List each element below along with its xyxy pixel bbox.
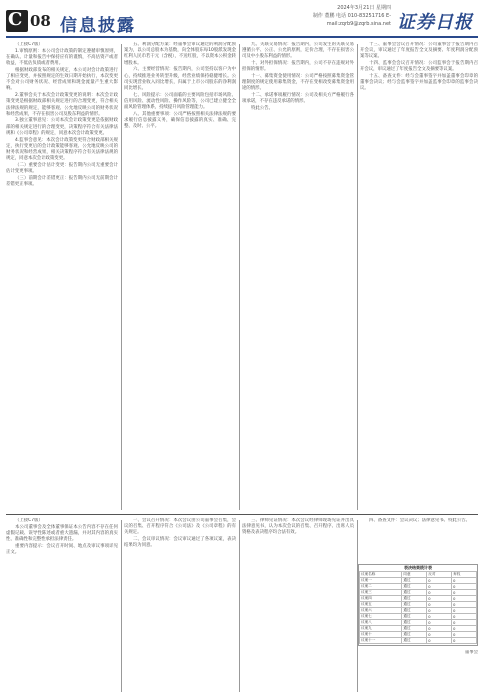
table-cell: 0 [427, 620, 452, 626]
paragraph: 二、会议审议情况：会议审议通过了各项议案，表决结果均为同意。 [124, 537, 236, 549]
paragraph: 2.董事会关于本次会计政策变更的说明：本次会计政策变更是根据财政部相关规定进行的合理变更，符合相关法律法规的规定，能够客观、公允地反映公司的财务状况和经营成果，不存在损害公司及股东利益的情形。 [6, 93, 118, 117]
paragraph: 根据财政部发布的相关规定，本公司对会计政策进行了相应变更，并按照规定的生效日期开始执行，本次变更不会对公司财务状况、经营成果和现金流量产生重大影响。 [6, 67, 118, 92]
paragraph: （上接C7版） [15, 518, 43, 523]
paragraph: 十二、承诺事项履行情况：公司及相关方严格履行各项承诺，不存在违反承诺的情形。 [242, 93, 354, 105]
table-cell: 0 [427, 614, 452, 620]
table-cell: 0 [452, 638, 477, 644]
table-cell: 0 [452, 590, 477, 596]
table-cell: 议案八 [360, 620, 402, 626]
column-rule [121, 520, 122, 692]
table-cell: 议案六 [360, 608, 402, 614]
paragraph: 七、风险提示：公司面临的主要风险包括市场风险、信用风险、流动性风险、操作风险等，公司已建立健全全面风险管理体系，持续提升风险管理能力。 [124, 92, 236, 111]
section-title: 信息披露 [60, 16, 136, 36]
vote-table-title: 表决结果统计表 [404, 565, 432, 570]
table-cell: 0 [427, 632, 452, 638]
table-cell: 通过 [402, 620, 427, 626]
paragraph: 六、主要经营情况：报告期内，公司坚持以客户为中心，持续推进业务转型升级，经营业绩保持稳健增长。公司实现营业收入同比增长，归属于上市公司股东的净利润同比增长。 [124, 67, 236, 91]
bottom-column-3 [242, 518, 354, 694]
table-cell: 通过 [402, 602, 427, 608]
paragraph: 四、备查文件：会议决议；法律意见书。特此公告。 [369, 518, 470, 523]
paragraph: （三）前期会计差错更正：报告期内公司无前期会计差错更正事项。 [6, 175, 118, 187]
table-cell: 0 [427, 602, 452, 608]
page-header [0, 0, 484, 40]
bottom-column-1 [6, 518, 118, 694]
table-cell: 0 [452, 602, 477, 608]
paragraph: 十四、监事会会议召开情况：公司监事会于报告期内召开会议，审议通过了年度报告全文及摘要等议案。 [360, 61, 478, 73]
table-cell: 0 [452, 596, 477, 602]
header-meta [287, 4, 391, 28]
table-cell: 议案十 [360, 632, 402, 638]
page-letter: C [8, 9, 23, 30]
table-cell: 0 [427, 590, 452, 596]
table-cell: 0 [427, 596, 452, 602]
table-cell: 0 [427, 626, 452, 632]
column-rule [239, 520, 240, 692]
table-cell: 0 [427, 578, 452, 584]
paragraph: 五、利润分配方案：经董事会审议通过的利润分配预案为，以公司总股本为基数，向全体股东每10股派发现金红利人民币若干元（含税），不送红股，不以资本公积金转增股本。 [124, 42, 236, 66]
table-cell: 议案四 [360, 596, 402, 602]
table-cell: 议案二 [360, 584, 402, 590]
table-cell: 通过 [402, 578, 427, 584]
article-separator [6, 514, 478, 515]
table-cell: 0 [452, 632, 477, 638]
table-cell: 议案九 [360, 626, 402, 632]
table-cell: 同意 [402, 572, 427, 578]
table-cell: 通过 [402, 632, 427, 638]
table-cell: 通过 [402, 638, 427, 644]
top-column-1 [6, 42, 118, 510]
header-rule [6, 36, 478, 38]
table-cell: 通过 [402, 590, 427, 596]
table-cell: 通过 [402, 596, 427, 602]
table-cell: 0 [452, 626, 477, 632]
vote-table [358, 564, 478, 646]
bottom-column-2 [124, 518, 236, 694]
paragraph: 三、律师见证情况：本次会议经律师现场见证并出具法律意见书，认为本次会议的召集、召开程序、出席人员资格及表决程序均合法有效。 [242, 518, 354, 536]
table-cell: 0 [427, 608, 452, 614]
paragraph: （二）重要会计估计变更：报告期内公司无重要会计估计变更事项。 [6, 162, 118, 175]
paragraph: 九、关联交易情况：报告期内，公司发生的关联交易遵循公平、公正、公允的原则，定价合理，不存在损害公司及中小股东利益的情形。 [242, 42, 354, 60]
table-cell: 议案一 [360, 578, 402, 584]
table-cell: 通过 [402, 614, 427, 620]
column-rule [357, 44, 358, 510]
page-number: 08 [30, 12, 51, 30]
header-contact: 制作 董鹏 电话 010-83251716 E-mail:zqrb9@zqrb.sina.net [312, 13, 391, 27]
top-column-4 [360, 42, 478, 510]
paragraph: 特此公告。 [251, 106, 273, 112]
top-column-2 [124, 42, 236, 510]
table-cell: 0 [452, 578, 477, 584]
paragraph: 十一、募集资金使用情况：公司严格按照募集资金管理制度的规定使用募集资金，不存在变相改变募集资金用途的情形。 [242, 74, 354, 92]
table-cell: 议案名称 [360, 572, 402, 578]
table-cell: 0 [427, 638, 452, 644]
table-cell: 议案七 [360, 614, 402, 620]
paragraph: 一、会议召开情况：本次会议由公司董事会召集，会议的召集、召开程序符合《公司法》及《公司章程》的有关规定。 [124, 518, 236, 536]
table-cell: 议案三 [360, 590, 402, 596]
table-cell: 通过 [402, 608, 427, 614]
table-cell: 0 [452, 584, 477, 590]
signature: 董事会 [464, 650, 478, 655]
bottom-column-4 [360, 518, 478, 562]
header-date: 2024年3月21日 星期四 [337, 5, 391, 11]
paragraph: 3.独立董事意见：公司本次会计政策变更是依据财政部的相关规定进行的合理变更，决策程序符合有关法律法规和《公司章程》的规定，同意本次会计政策变更。 [6, 118, 118, 136]
top-column-3 [242, 42, 354, 510]
paragraph: 重要内容提示：会议召开时间、地点及审议事项详见正文。 [6, 543, 118, 556]
paper-name: 证券日报 [397, 12, 473, 33]
column-rule [121, 44, 122, 510]
table-row [360, 638, 477, 644]
table-cell: 0 [427, 584, 452, 590]
column-rule [239, 44, 240, 510]
paragraph: 1.审慎原则：本公司会计政策的制定遵循审慎原则，在确认、计量和报告中保持应有的谨慎，不高估资产或者收益，不低估负债或者费用。 [6, 48, 118, 67]
table-cell: 议案十一 [360, 638, 402, 644]
paragraph: 十、对外担保情况：报告期内，公司不存在违规对外担保的情形。 [242, 61, 354, 73]
table-cell: 通过 [402, 584, 427, 590]
paragraph: 八、其他重要事项：公司严格按照相关法律法规的要求履行信息披露义务，确保信息披露的真实、准确、完整、及时、公平。 [124, 111, 236, 130]
paragraph: （上接C7版） [15, 42, 43, 47]
table-cell: 0 [452, 614, 477, 620]
paragraph: 十三、董事会会议召开情况：公司董事会于报告期内召开会议，审议通过了年度报告全文及摘要、年度利润分配预案等议案。 [360, 42, 478, 60]
signature-block [360, 650, 478, 694]
table-cell: 弃权 [452, 572, 477, 578]
paragraph: 4.监事会意见：本次会计政策变更符合财政部相关规定，执行变更后的会计政策能够客观、公允地反映公司的财务状况和经营成果，相关决策程序符合有关法律法规的规定，同意本次会计政策变更。 [6, 137, 118, 162]
table-cell: 反对 [427, 572, 452, 578]
table-cell: 0 [452, 608, 477, 614]
paragraph: 十五、备查文件：经与会董事签字并加盖董事会印章的董事会决议；经与会监事签字并加盖监事会印章的监事会决议。 [360, 74, 478, 92]
table-cell: 0 [452, 620, 477, 626]
vote-table-grid [359, 571, 477, 644]
table-cell: 议案五 [360, 602, 402, 608]
paragraph: 本公司董事会及全体董事保证本公告内容不存在任何虚假记载、误导性陈述或者重大遗漏，并对其内容的真实性、准确性和完整性承担法律责任。 [6, 524, 118, 543]
table-cell: 通过 [402, 626, 427, 632]
